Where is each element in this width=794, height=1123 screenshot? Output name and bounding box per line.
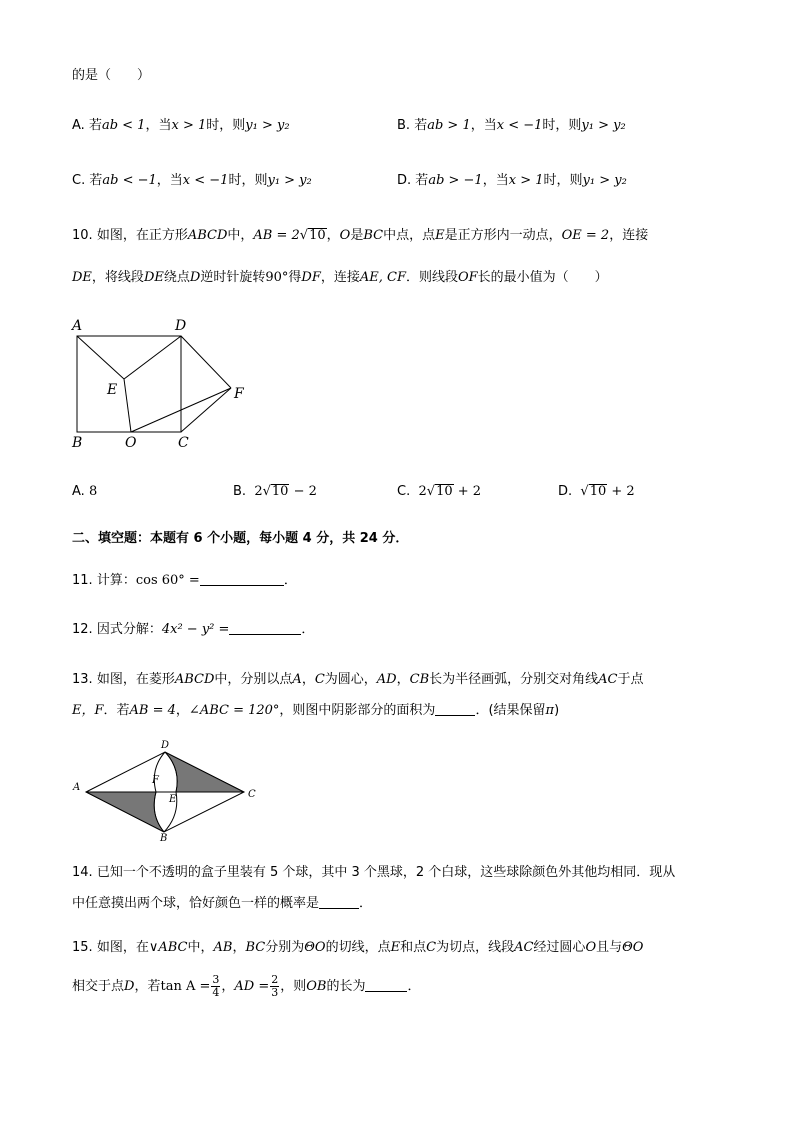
answer-blank[interactable] (200, 571, 284, 586)
fraction-ad: $\frac{2}{3}$ (271, 973, 279, 999)
q10-option-b: B. 2√10 − 2 (233, 484, 317, 499)
point-label-b: B (160, 833, 168, 844)
point-label-f: F (234, 386, 244, 402)
point-label-e: E (107, 382, 118, 398)
q9-tail: 的是（ ） (72, 68, 151, 83)
answer-blank[interactable] (435, 701, 475, 716)
q10-option-d: D. √10 + 2 (558, 484, 635, 499)
point-label-o: O (125, 435, 137, 451)
q10-line2: DE，将线段DE绕点D逆时针旋转90°得DF，连接AE, CF．则线段OF长的最小值为（ ） (72, 270, 608, 285)
answer-blank[interactable] (365, 977, 407, 992)
segment-cf (181, 388, 231, 432)
q10-figure (66, 314, 256, 454)
q11: 11. 计算：cos 60° = ． (72, 573, 297, 588)
segment-de (124, 336, 181, 379)
q14-line1: 14. 已知一个不透明的盒子里装有 5 个球，其中 3 个黑球，2 个白球，这些球除颜色外其他均相同．现从 (72, 865, 676, 880)
answer-blank[interactable] (319, 894, 359, 909)
point-label-a: A (73, 782, 81, 793)
point-label-e: E (169, 794, 177, 805)
q12: 12. 因式分解：4x² − y² = ． (72, 622, 315, 637)
point-label-a: A (72, 318, 83, 334)
q9-option-c: C. 若ab < −1，当x < −1时，则y₁ > y₂ (72, 173, 312, 188)
q9-option-d: D. 若ab > −1，当x > 1时，则y₁ > y₂ (397, 173, 627, 188)
q13-figure (68, 737, 268, 847)
point-label-c: C (248, 789, 256, 800)
section-title: 二、填空题：本题有 6 个小题，每小题 4 分，共 24 分． (72, 531, 409, 546)
q15-line1: 15. 如图，在∨ABC中，AB，BC分别为ΘO的切线，点E和点C为切点，线段AC经过圆心O且与ΘO (72, 940, 644, 955)
q13-line1: 13. 如图，在菱形ABCD中，分别以点A，C为圆心，AD，CB长为半径画弧，分别交对角线AC于点 (72, 672, 644, 687)
point-label-b: B (72, 435, 83, 451)
q10-option-a: A. 8 (72, 484, 98, 499)
fraction-tan: $\frac{3}{4}$ (212, 973, 220, 999)
q10-line1: 10. 如图，在正方形ABCD中，AB = 2√10，O是BC中点，点E是正方形内一动点，OE = 2，连接 (72, 228, 649, 243)
point-label-f: F (152, 775, 159, 786)
q9-option-b: B. 若ab > 1，当x < −1时，则y₁ > y₂ (397, 118, 626, 133)
segment-ae (77, 336, 124, 379)
segment-df (181, 336, 231, 388)
point-label-c: C (178, 435, 189, 451)
point-label-d: D (161, 740, 170, 751)
segment-eo (124, 379, 131, 432)
q15-line2: 相交于点D，若tan A = $\frac{3}{4}$ ，AD = $\frac{2}{3}$ ，则OB的长为 ． (72, 973, 421, 999)
answer-blank[interactable] (229, 620, 301, 635)
point-label-d: D (175, 318, 187, 334)
q10-option-c: C. 2√10 + 2 (397, 484, 482, 499)
q14-line2: 中任意摸出两个球，恰好颜色一样的概率是 ． (72, 896, 373, 911)
q9-option-a: A. 若ab < 1，当x > 1时，则y₁ > y₂ (72, 118, 290, 133)
q13-line2: E，F．若AB = 4，∠ABC = 120°，则图中阴影部分的面积为 ．(结果保留π) (72, 703, 560, 718)
